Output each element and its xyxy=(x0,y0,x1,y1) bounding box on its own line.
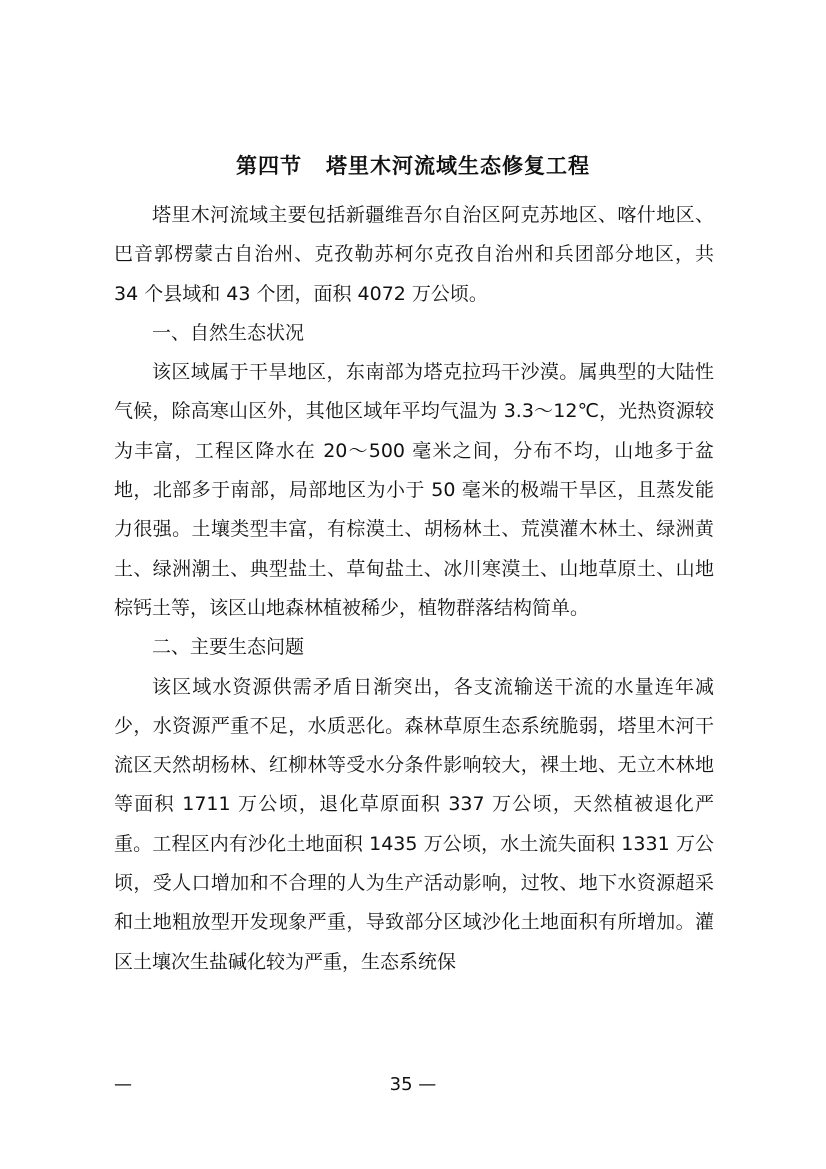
paragraph-intro: 塔里木河流域主要包括新疆维吾尔自治区阿克苏地区、喀什地区、巴音郭楞蒙古自治州、克孜勒苏柯尔克孜自治州和兵团部分地区，共 34 个县域和 43 个团，面积 4072 万公顷。 xyxy=(114,204,714,305)
paragraph-ecological-problems: 该区域水资源供需矛盾日渐突出，各支流输送干流的水量连年减少，水资源严重不足，水质恶化。森林草原生态系统脆弱，塔里木河干流区天然胡杨林、红柳林等受水分条件影响较大，裸土地、无立木林地等面积 1711 万公顷，退化草原面积 337 万公顷，天然植被退化严重。工程区内有沙化土地面积 1435 万公顷，水土流失面积 1331 万公顷，受人口增加和不合理的人为生产活动影响，过牧、地下水资源超采和土地粗放型开发现象严重，导致部分区域沙化土地面积有所增加。灌区土壤次生盐碱化较为严重，生态系统保 xyxy=(114,675,714,973)
page-number: 35 — xyxy=(389,1074,437,1095)
footer-left-dash: — xyxy=(114,1074,132,1095)
section-name: 塔里木河流域生态修复工程 xyxy=(326,154,590,178)
body-text xyxy=(114,196,714,982)
section-number: 第四节 xyxy=(236,154,302,178)
subheading-natural-ecology: 一、自然生态状况 xyxy=(152,321,305,344)
subheading-ecological-problems: 二、主要生态问题 xyxy=(152,636,305,659)
paragraph-natural-ecology: 该区域属于干旱地区，东南部为塔克拉玛干沙漠。属典型的大陆性气候，除高寒山区外，其他区域年平均气温为 3.3～12℃，光热资源较为丰富，工程区降水在 20～500 毫米之间，分布不均，山地多于盆地，北部多于南部，局部地区为小于 50 毫米的极端干旱区，且蒸发能力很强。土壤类型丰富，有棕漠土、胡杨林土、荒漠灌木林土、绿洲黄土、绿洲潮土、典型盐土、草甸盐土、冰川寒漠土、山地草原土、山地棕钙土等，该区山地森林植被稀少，植物群落结构简单。 xyxy=(114,361,714,619)
section-title xyxy=(0,150,826,182)
